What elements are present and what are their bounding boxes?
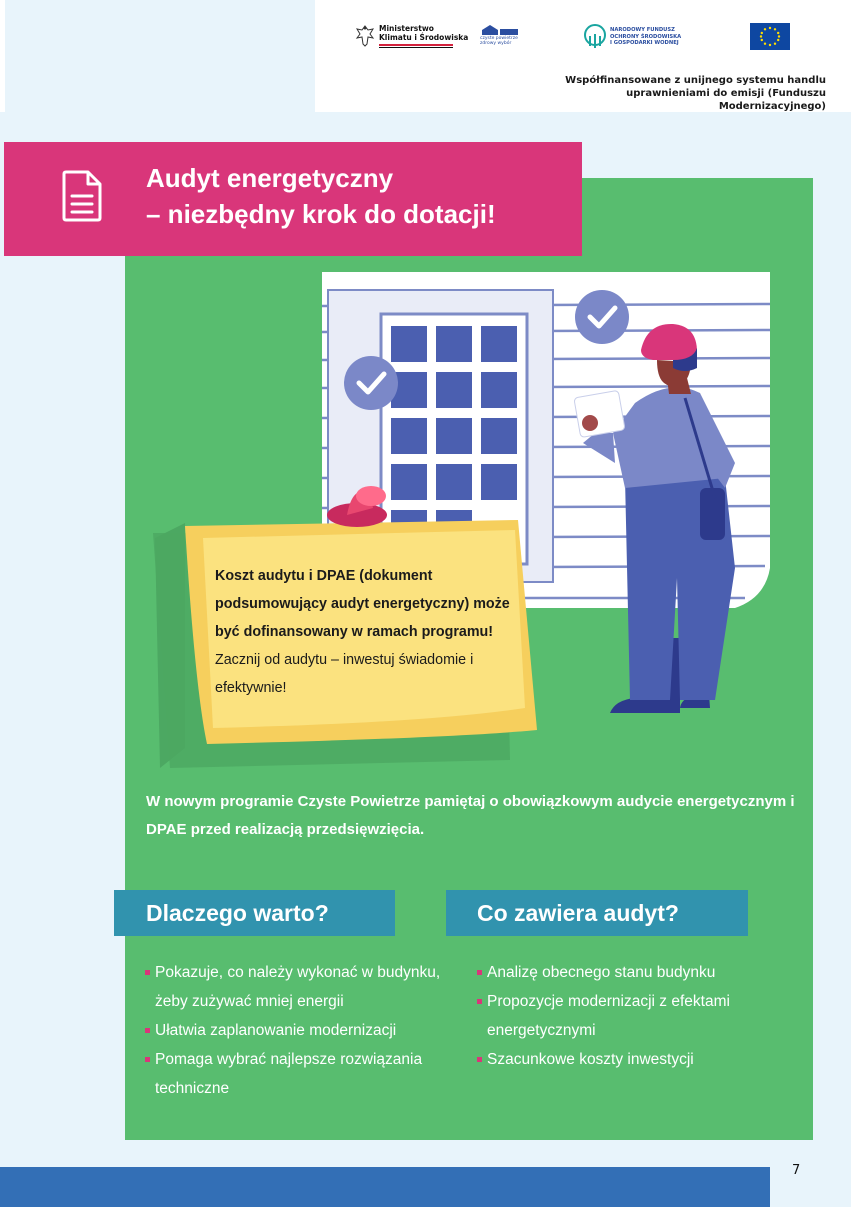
cofinancing-note — [520, 74, 826, 113]
footer-bar — [0, 1167, 770, 1207]
list-item: Pomaga wybrać najlepsze rozwiązania techniczne — [145, 1045, 475, 1103]
note-normal-text: Zacznij od audytu – inwestuj świadomie i efektywnie! — [215, 652, 474, 696]
header-left-strip — [0, 0, 5, 112]
page-title — [146, 160, 496, 232]
why-heading: Dlaczego warto? — [114, 890, 395, 936]
check-badge-icon — [575, 290, 629, 344]
contents-heading: Co zawiera audyt? — [446, 890, 748, 936]
check-badge-icon — [344, 356, 398, 410]
eu-stars-icon — [750, 23, 790, 50]
cofinancing-line2: uprawnieniami do emisji (Funduszu Modernizacyjnego) — [626, 88, 826, 112]
program-logo-line1: czyste powietrze — [480, 36, 518, 41]
program-logo-line2: zdrowy wybór — [480, 41, 512, 46]
list-item: Analizę obecnego stanu budynku — [477, 958, 807, 987]
fund-name-line2: OCHRONY ŚRODOWISKA — [610, 33, 682, 40]
eu-flag-logo — [750, 23, 790, 50]
list-item: Szacunkowe koszty inwestycji — [477, 1045, 807, 1074]
list-item: Ułatwia zaplanowanie modernizacji — [145, 1016, 475, 1045]
cofinancing-line1: Współfinansowane z unijnego systemu handlu — [565, 75, 826, 86]
list-item: Pokazuje, co należy wykonać w budynku, żeby zużywać mniej energii — [145, 958, 475, 1016]
document-icon — [60, 170, 104, 222]
fund-name-line3: I GOSPODARKI WODNEJ — [610, 40, 679, 46]
program-logo — [480, 24, 520, 50]
note-bold-text: Koszt audytu i DPAE (dokument podsumowujący audyt energetyczny) może być dofinansowany w ramach programu! — [215, 568, 510, 640]
ministry-logo — [355, 22, 469, 52]
list-item: Propozycje modernizacji z efektami energetycznymi — [477, 987, 807, 1045]
ministry-name-line1: Ministerstwo — [379, 24, 434, 33]
flag-dark-bar — [379, 47, 453, 48]
page-title-line2: – niezbędny krok do dotacji! — [146, 199, 496, 229]
page-number: 7 — [792, 1163, 801, 1178]
contents-list — [477, 958, 807, 1074]
house-icon — [480, 24, 520, 36]
flag-red-bar — [379, 44, 453, 46]
fund-logo — [584, 24, 694, 52]
page-title-line1: Audyt energetyczny — [146, 163, 394, 193]
ministry-name-line2: Klimatu i Środowiska — [379, 33, 469, 42]
eagle-icon — [355, 24, 375, 48]
fund-name-line1: NARODOWY FUNDUSZ — [610, 27, 675, 33]
why-list — [145, 958, 475, 1103]
intro-text: W nowym programie Czyste Powietrze pamiętaj o obowiązkowym audycie energetycznym i DPAE przed realizacją przedsięwzięcia. — [146, 793, 795, 838]
fund-emblem-icon — [584, 24, 606, 50]
sticky-note-text — [215, 562, 515, 702]
